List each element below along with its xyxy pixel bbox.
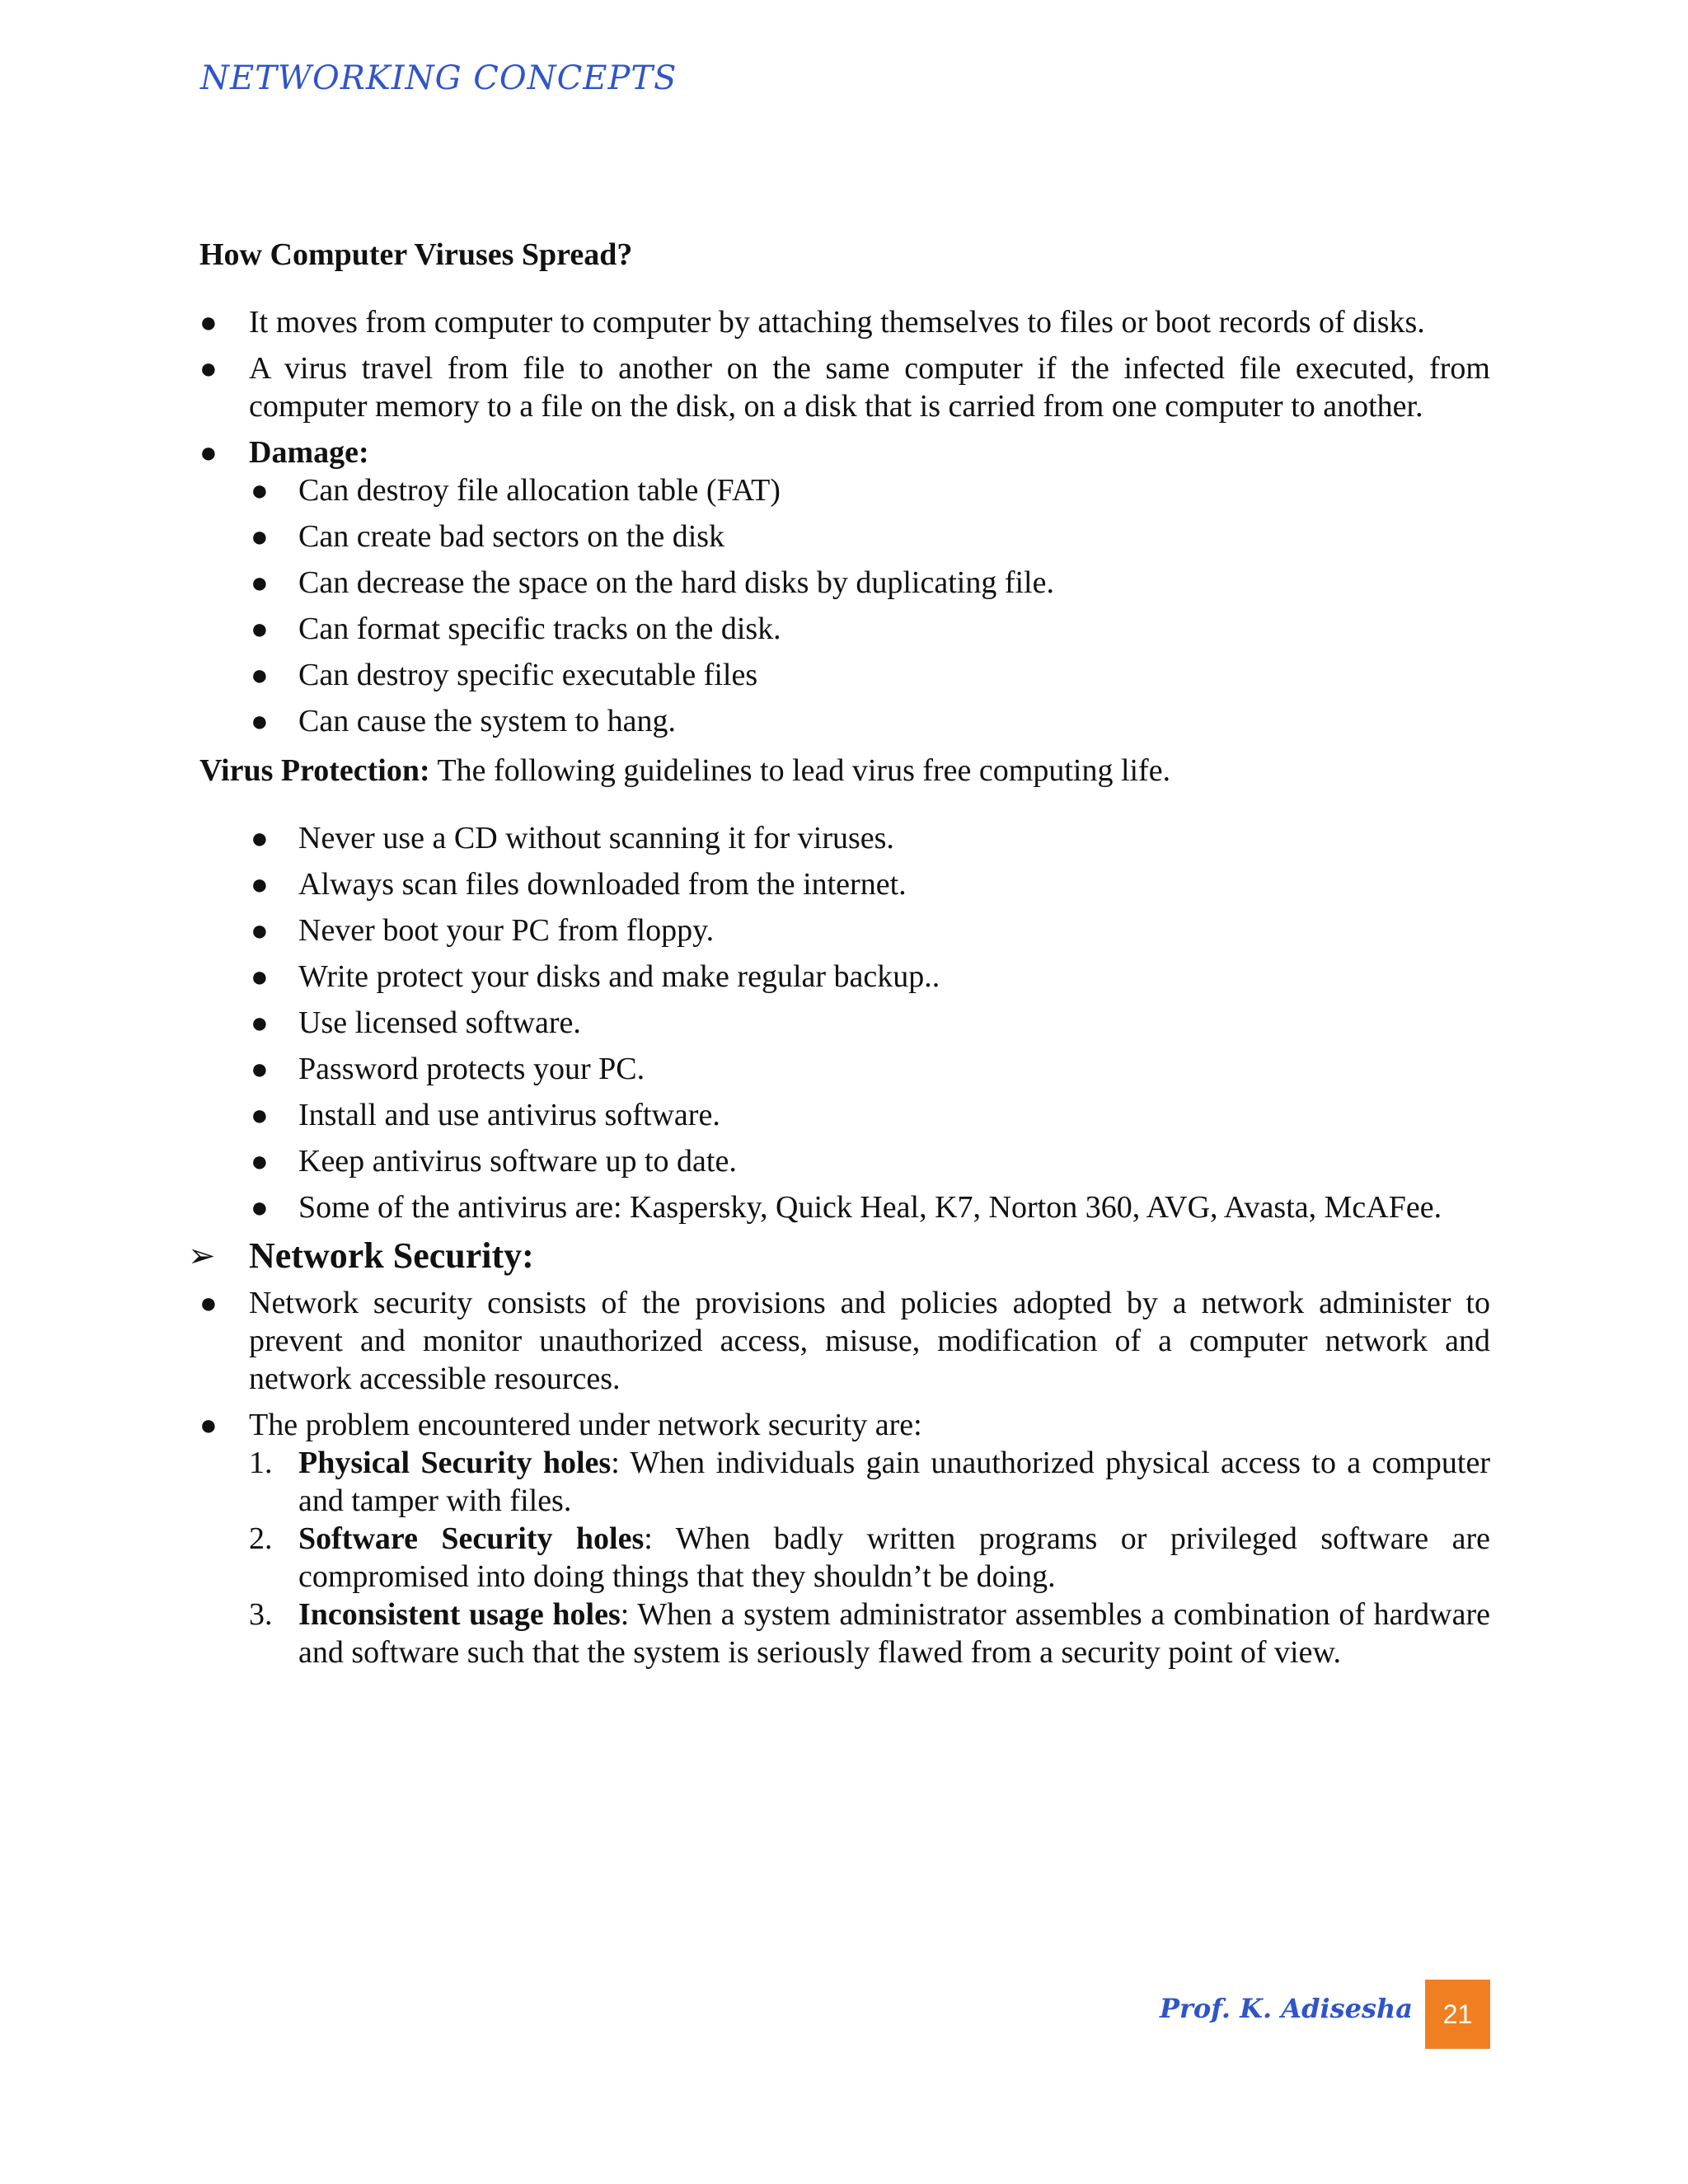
list-item (199, 912, 1490, 949)
list-item-text: Network security consists of the provisions and policies adopted by a network administer to prevent and monitor unauthorized access, misuse, modification of a computer network and network accessible resources. (249, 1286, 1490, 1396)
list-item (199, 518, 1490, 555)
bullet-icon: ● (251, 868, 269, 901)
list-item-text: Keep antivirus software up to date. (298, 1144, 737, 1179)
bullet-icon: ● (251, 960, 269, 993)
damage-list (199, 471, 1490, 740)
bullet-icon: ● (251, 520, 269, 553)
bullet-icon: ● (251, 1099, 269, 1132)
bullet-icon: ● (251, 566, 269, 599)
item-number: 3. (249, 1597, 273, 1632)
list-item (199, 656, 1490, 694)
list-item (199, 1188, 1490, 1226)
list-item-text: Use licensed software. (298, 1005, 581, 1040)
list-item-text: Can format specific tracks on the disk. (298, 612, 781, 646)
security-holes-list (249, 1444, 1490, 1671)
arrow-bullet-icon: ➢ (188, 1237, 216, 1274)
damage-label: Damage: (249, 435, 369, 470)
list-item-text: Can decrease the space on the hard disks by duplicating file. (298, 565, 1054, 600)
list-item (199, 349, 1490, 425)
list-item-text: Never boot your PC from floppy. (298, 913, 715, 948)
list-item-text: The problem encountered under network security are: (249, 1408, 922, 1442)
bullet-icon: ● (251, 914, 269, 947)
footer-author: Prof. K. Adisesha (1159, 1993, 1413, 2024)
list-item (199, 1050, 1490, 1088)
list-item (199, 434, 1490, 740)
list-item (199, 865, 1490, 903)
list-item (199, 1406, 1490, 1671)
list-item (199, 471, 1490, 509)
list-item (249, 1444, 1490, 1520)
bullet-icon: ● (199, 436, 218, 469)
list-item (199, 702, 1490, 740)
page-content (188, 236, 1490, 1680)
hole-text: : When badly written programs or privileged software are compromised into doing things that they shouldn’t be doing. (298, 1521, 1490, 1594)
list-item (199, 819, 1490, 857)
list-item-text: Can create bad sectors on the disk (298, 519, 725, 554)
list-item-text: Never use a CD without scanning it for viruses. (298, 821, 894, 855)
virus-protection-label: Virus Protection: (199, 753, 430, 788)
list-item-text: Install and use antivirus software. (298, 1098, 720, 1132)
list-item-text: Always scan files downloaded from the internet. (298, 867, 907, 902)
list-item (199, 1004, 1490, 1042)
list-item (199, 303, 1490, 341)
virus-protection-list (199, 819, 1490, 1226)
list-item (199, 1284, 1490, 1398)
spread-heading: How Computer Viruses Spread? (199, 237, 633, 272)
spread-bullet-list (199, 303, 1490, 740)
bullet-icon: ● (251, 1052, 269, 1085)
list-item (199, 610, 1490, 648)
bullet-icon: ● (251, 705, 269, 738)
item-number: 2. (249, 1521, 273, 1556)
network-security-heading (188, 1235, 1490, 1277)
network-security-list (199, 1284, 1490, 1671)
bullet-icon: ● (251, 822, 269, 855)
hole-title: Inconsistent usage holes (298, 1597, 621, 1632)
virus-protection-intro: The following guidelines to lead virus free computing life. (429, 753, 1171, 788)
hole-text: : When individuals gain unauthorized physical access to a computer and tamper with files. (298, 1446, 1490, 1518)
bullet-icon: ● (199, 306, 218, 339)
list-item-text: Can destroy file allocation table (FAT) (298, 473, 781, 508)
page-number-badge: 21 (1425, 1980, 1490, 2049)
hole-title: Software Security holes (298, 1521, 645, 1556)
bullet-icon: ● (199, 352, 218, 385)
list-item-text: Write protect your disks and make regular backup.. (298, 959, 940, 994)
list-item (249, 1596, 1490, 1671)
bullet-icon: ● (251, 1191, 269, 1224)
list-item-text: A virus travel from file to another on the same computer if the infected file executed, from computer memory to a file on the disk, on a disk that is carried from one computer to another. (249, 351, 1490, 424)
list-item (199, 1142, 1490, 1180)
list-item-text: Some of the antivirus are: Kaspersky, Quick Heal, K7, Norton 360, AVG, Avasta, McAFee. (298, 1190, 1442, 1225)
list-item (199, 958, 1490, 996)
hole-title: Physical Security holes (298, 1446, 612, 1480)
document-header-title: NETWORKING CONCEPTS (200, 59, 678, 97)
list-item (199, 1096, 1490, 1134)
bullet-icon: ● (251, 1006, 269, 1039)
list-item (249, 1520, 1490, 1596)
bullet-icon: ● (199, 1286, 218, 1319)
network-security-heading-text: Network Security: (249, 1235, 534, 1276)
virus-protection-paragraph (199, 752, 1490, 790)
bullet-icon: ● (199, 1408, 218, 1441)
bullet-icon: ● (251, 658, 269, 691)
list-item-text: Can destroy specific executable files (298, 658, 758, 692)
list-item-text: Can cause the system to hang. (298, 704, 677, 738)
hole-text: : When a system administrator assembles a combination of hardware and software such that the system is seriously flawed from a security point of view. (298, 1597, 1490, 1670)
bullet-icon: ● (251, 474, 269, 507)
bullet-icon: ● (251, 1145, 269, 1178)
item-number: 1. (249, 1446, 273, 1480)
list-item (199, 564, 1490, 602)
list-item-text: It moves from computer to computer by attaching themselves to files or boot records of disks. (249, 305, 1425, 340)
bullet-icon: ● (251, 612, 269, 645)
list-item-text: Password protects your PC. (298, 1052, 645, 1086)
